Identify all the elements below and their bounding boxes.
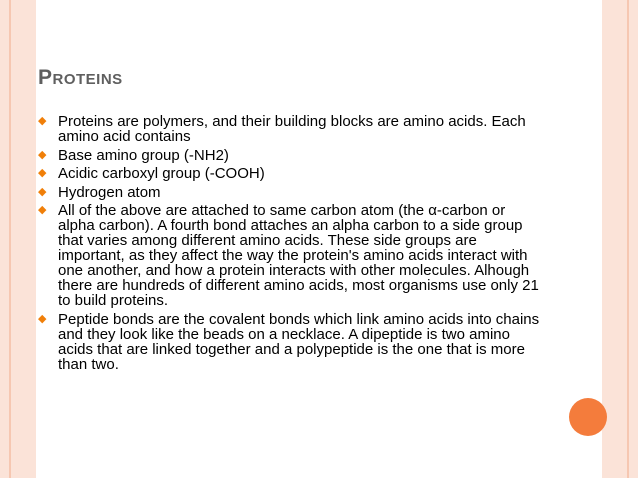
- bullet-item: [38, 203, 543, 308]
- bullet-text: All of the above are attached to same carbon atom (the α-carbon or alpha carbon). A fourth bond attaches an alpha carbon to a side group that varies among different amino acids. These side groups are important, as they affect the way the protein's amino acids interact with one another, and how a protein interacts with other molecules. Alhough there are hundreds of different amino acids, most organisms use only 21 to build proteins.: [58, 202, 539, 309]
- bullet-text: Acidic carboxyl group (-COOH): [58, 165, 265, 182]
- right-border-line: [627, 0, 629, 478]
- bullet-item: [38, 312, 543, 372]
- bullet-item: [38, 148, 543, 163]
- bullet-text: Base amino group (-NH2): [58, 146, 229, 164]
- bullet-diamond-icon: ◆: [38, 167, 47, 179]
- right-border-decoration: [602, 0, 638, 478]
- bullet-diamond-icon: ◆: [38, 204, 47, 216]
- bullet-diamond-icon: ◆: [38, 148, 47, 161]
- bullet-item: [38, 114, 543, 144]
- left-border-line: [9, 0, 11, 478]
- bullet-item: [38, 166, 543, 181]
- bullet-diamond-icon: ◆: [38, 115, 47, 127]
- bullet-text: Peptide bonds are the covalent bonds which link amino acids into chains and they look like the beads on a necklace. A dipeptide is two amino acids that are linked together and a polypeptide is the one that is more than two.: [58, 310, 540, 373]
- bullet-text: Proteins are polymers, and their building blocks are amino acids. Each amino acid contains: [58, 113, 526, 145]
- left-border-decoration: [0, 0, 36, 478]
- bullet-list: [38, 114, 543, 375]
- bullet-item: [38, 185, 543, 200]
- bullet-diamond-icon: ◆: [38, 185, 47, 198]
- slide-title: Proteins: [38, 66, 123, 89]
- bullet-text: Hydrogen atom: [58, 183, 161, 201]
- bullet-diamond-icon: ◆: [38, 312, 47, 325]
- orange-circle-decoration: [569, 398, 607, 436]
